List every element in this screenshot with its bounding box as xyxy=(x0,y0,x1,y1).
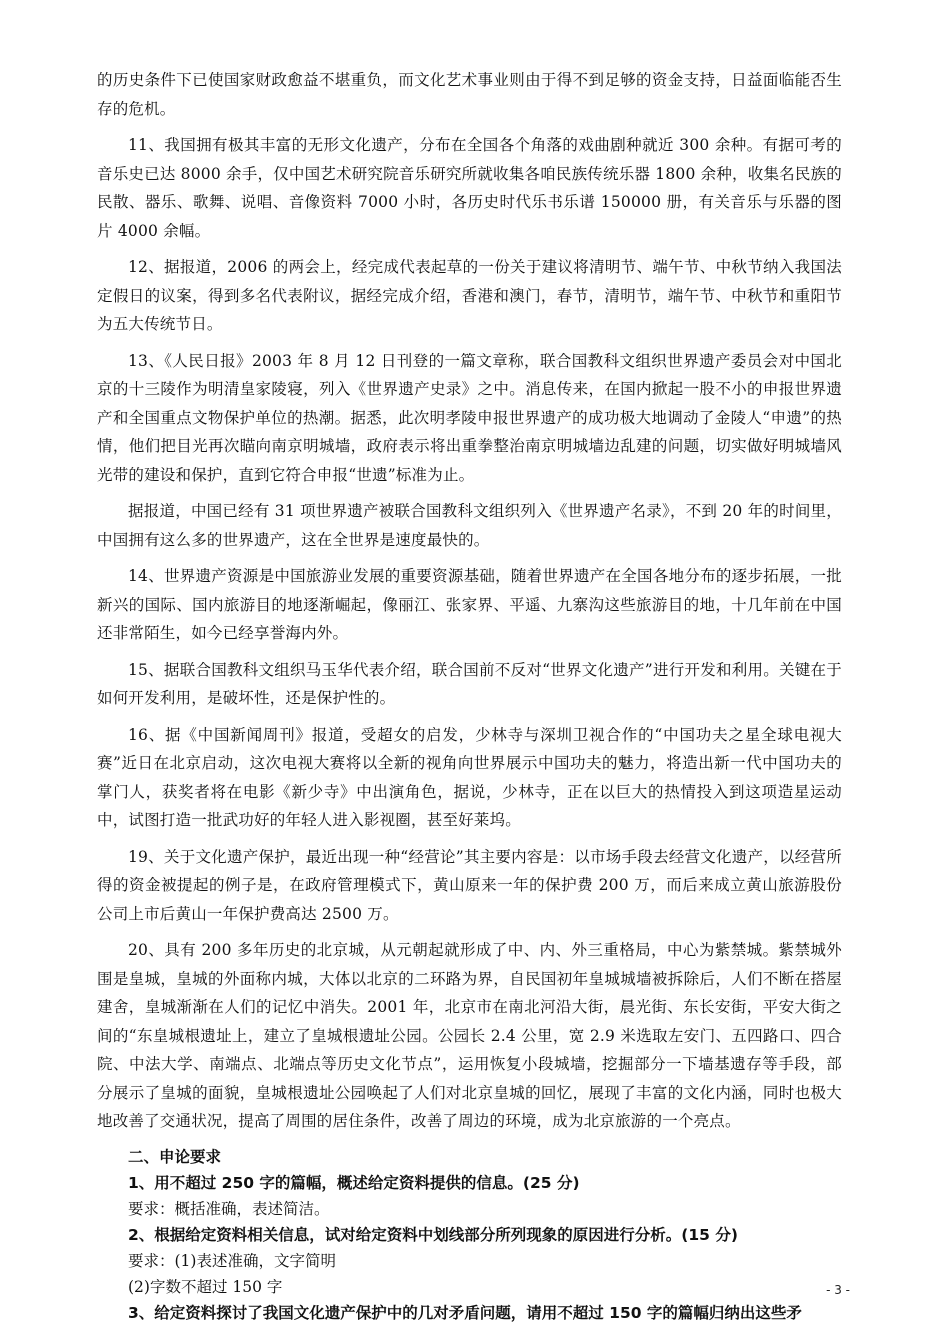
paragraph-13-followup: 据报道，中国已经有 31 项世界遗产被联合国教科文组织列入《世界遗产名录》，不到 20 年的时间里，中国拥有这么多的世界遗产，这在全世界是速度最快的。 xyxy=(97,502,842,549)
section-heading: 二、申论要求 xyxy=(128,1147,222,1166)
paragraph-12: 12、据报道，2006 的两会上，经完成代表起草的一份关于建议将清明节、端午节、中秋节纳入我国法定假日的议案，得到多名代表附议，据经完成介绍，香港和澳门，春节，清明节，端午节、中秋节和重阳节为五大传统节日。 xyxy=(97,258,842,333)
question-1-requirement: 要求：概括准确，表述简洁。 xyxy=(128,1199,330,1218)
question-2-requirement-2: (2)字数不超过 150 字 xyxy=(128,1277,283,1296)
question-2-requirement-1: 要求：(1)表述准确，文字简明 xyxy=(128,1251,336,1270)
paragraph-14: 14、世界遗产资源是中国旅游业发展的重要资源基础，随着世界遗产在全国各地分布的逐步拓展，一批新兴的国际、国内旅游目的地逐渐崛起，像丽江、张家界、平遥、九寨沟这些旅游目的地，十几年前在中国还非常陌生，如今已经享誉海内外。 xyxy=(97,567,842,642)
paragraph-13: 13、《人民日报》2003 年 8 月 12 日刊登的一篇文章称，联合国教科文组织世界遗产委员会对中国北京的十三陵作为明清皇家陵寝，列入《世界遗产史录》之中。消息传来，在国内掀起一股不小的申报世界遗产和全国重点文物保护单位的热潮。据悉，此次明孝陵申报世界遗产的成功极大地调动了金陵人“申遗”的热情，他们把目光再次瞄向南京明城墙，政府表示将出重拳整治南京明城墙边乱建的问题，切实做好明城墙风光带的建设和保护，直到它符合申报“世遗”标准为止。 xyxy=(97,351,842,484)
paragraph-16: 16、据《中国新闻周刊》报道，受超女的启发，少林寺与深圳卫视合作的“中国功夫之星全球电视大赛”近日在北京启动，这次电视大赛将以全新的视角向世界展示中国功夫的魅力，将造出新一代中国功夫的掌门人，获奖者将在电影《新少寺》中出演角色，据说，少林寺，正在以巨大的热情投入到这项造星运动中，试图打造一批武功好的年轻人进入影视圈，甚至好莱坞。 xyxy=(97,725,842,829)
paragraph-continuation: 的历史条件下已使国家财政愈益不堪重负，而文化艺术事业则由于得不到足够的资金支持，日益面临能否生存的危机。 xyxy=(97,71,842,118)
paragraph-15: 15、据联合国教科文组织马玉华代表介绍，联合国前不反对“世界文化遗产”进行开发和利用。关键在于如何开发利用，是破坏性，还是保护性的。 xyxy=(97,660,842,707)
question-3: 3、给定资料探讨了我国文化遗产保护中的几对矛盾问题，请用不超过 150 字的篇幅归纳出这些矛 xyxy=(128,1303,802,1322)
paragraph-20: 20、具有 200 多年历史的北京城，从元朝起就形成了中、内、外三重格局，中心为紫禁城。紫禁城外围是皇城，皇城的外面称内城，大体以北京的二环路为界，自民国初年皇城城墙被拆除后，人们不断在搭屋建舍，皇城渐渐在人们的记忆中消失。2001 年，北京市在南北河沿大街，晨光街、东长安街，平安大街之间的“东皇城根遗址上，建立了皇城根遗址公园。公园长 2.4 公里，宽 2.9 米选取左安门、五四路口、四合院、中法大学、南端点、北端点等历史文化节点”，运用恢复小段城墙，挖掘部分一下墙基遗存等手段，部分展示了皇城的面貌，皇城根遗址公园唤起了人们对北京皇城的回忆，展现了丰富的文化内涵，同时也极大地改善了交通状况，提高了周围的居住条件，改善了周边的环境，成为北京旅游的一个亮点。 xyxy=(97,941,842,1130)
page-number: - 3 - xyxy=(826,1283,850,1297)
paragraph-19: 19、关于文化遗产保护，最近出现一种“经营论”其主要内容是：以市场手段去经营文化遗产，以经营所得的资金被提起的例子是，在政府管理模式下，黄山原来一年的保护费 200 万，而后来成立黄山旅游股份公司上市后黄山一年保护费高达 2500 万。 xyxy=(97,847,842,923)
question-2: 2、根据给定资料相关信息，试对给定资料中划线部分所列现象的原因进行分析。(15 分) xyxy=(128,1225,738,1244)
paragraph-11: 11、我国拥有极其丰富的无形文化遗产，分布在全国各个角落的戏曲剧种就近 300 余种。有据可考的音乐史已达 8000 余手，仅中国艺术研究院音乐研究所就收集各咱民族传统乐器 1800 余种，收集名民族的民散、器乐、歌舞、说唱、音像资料 7000 小时，各历史时代乐书乐谱 150000 册，有关音乐与乐器的图片 4000 余幅。 xyxy=(97,136,842,240)
question-1: 1、用不超过 250 字的篇幅，概述给定资料提供的信息。(25 分) xyxy=(128,1173,580,1192)
document-body xyxy=(97,66,842,1326)
